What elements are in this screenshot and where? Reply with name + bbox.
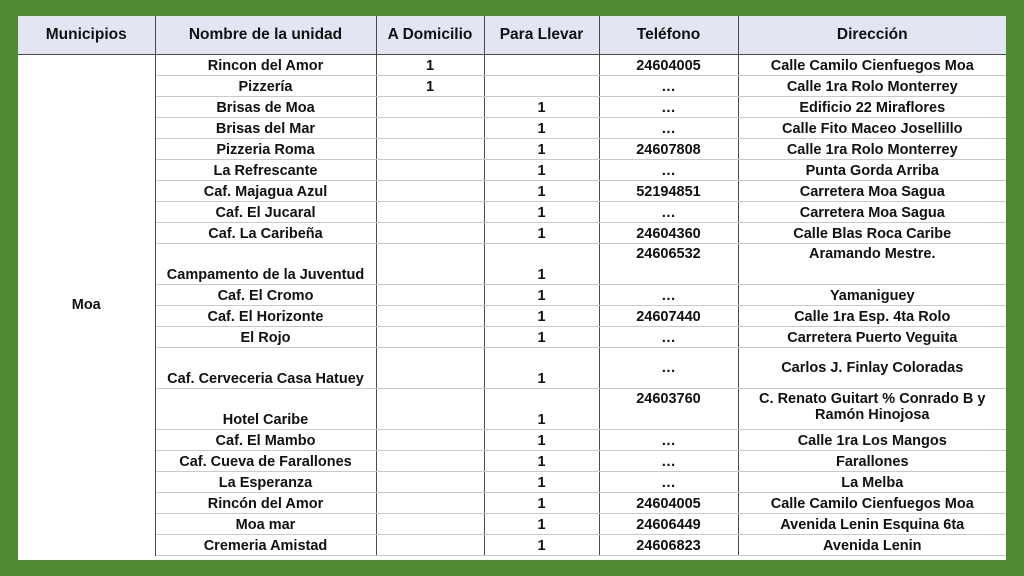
unit-name: Pizzeria Roma bbox=[155, 139, 376, 160]
phone-value: … bbox=[599, 202, 738, 223]
address-value: Calle Fito Maceo Josellillo bbox=[738, 118, 1006, 139]
phone-value: 24607440 bbox=[599, 306, 738, 327]
table-row bbox=[18, 389, 1006, 430]
address-value: Aramando Mestre. bbox=[738, 244, 1006, 285]
address-value: Calle 1ra Esp. 4ta Rolo bbox=[738, 306, 1006, 327]
table-row bbox=[18, 285, 1006, 306]
unit-name: Caf. El Cromo bbox=[155, 285, 376, 306]
domicilio-value bbox=[376, 451, 484, 472]
header-domicilio: A Domicilio bbox=[376, 16, 484, 55]
unit-name: Moa mar bbox=[155, 514, 376, 535]
llevar-value: 1 bbox=[484, 118, 599, 139]
llevar-value: 1 bbox=[484, 389, 599, 430]
table-row bbox=[18, 306, 1006, 327]
table-row bbox=[18, 535, 1006, 556]
llevar-value: 1 bbox=[484, 202, 599, 223]
domicilio-value: 1 bbox=[376, 76, 484, 97]
phone-value: 24604005 bbox=[599, 493, 738, 514]
domicilio-value bbox=[376, 306, 484, 327]
llevar-value: 1 bbox=[484, 223, 599, 244]
llevar-value: 1 bbox=[484, 181, 599, 202]
domicilio-value bbox=[376, 202, 484, 223]
address-value: Carretera Puerto Veguita bbox=[738, 327, 1006, 348]
unit-name: Caf. La Caribeña bbox=[155, 223, 376, 244]
phone-value: … bbox=[599, 348, 738, 389]
table-row bbox=[18, 202, 1006, 223]
table-row bbox=[18, 76, 1006, 97]
llevar-value: 1 bbox=[484, 430, 599, 451]
phone-value: 24604360 bbox=[599, 223, 738, 244]
slide-sheet bbox=[18, 16, 1006, 560]
phone-value: 24603760 bbox=[599, 389, 738, 430]
phone-value: … bbox=[599, 76, 738, 97]
header-row bbox=[18, 16, 1006, 55]
domicilio-value bbox=[376, 244, 484, 285]
unit-name: Caf. El Jucaral bbox=[155, 202, 376, 223]
llevar-value: 1 bbox=[484, 514, 599, 535]
phone-value: … bbox=[599, 430, 738, 451]
phone-value: … bbox=[599, 451, 738, 472]
municipio-cell: Moa bbox=[18, 55, 155, 556]
llevar-value bbox=[484, 76, 599, 97]
unit-name: Cremeria Amistad bbox=[155, 535, 376, 556]
address-value: Calle Blas Roca Caribe bbox=[738, 223, 1006, 244]
unit-name: Rincón del Amor bbox=[155, 493, 376, 514]
unit-name: Rincon del Amor bbox=[155, 55, 376, 76]
unit-name: Brisas del Mar bbox=[155, 118, 376, 139]
table-row bbox=[18, 430, 1006, 451]
llevar-value: 1 bbox=[484, 160, 599, 181]
llevar-value: 1 bbox=[484, 97, 599, 118]
domicilio-value bbox=[376, 514, 484, 535]
unit-name: Caf. El Horizonte bbox=[155, 306, 376, 327]
table-row bbox=[18, 514, 1006, 535]
llevar-value: 1 bbox=[484, 348, 599, 389]
address-value: Punta Gorda Arriba bbox=[738, 160, 1006, 181]
unit-name: Brisas de Moa bbox=[155, 97, 376, 118]
llevar-value: 1 bbox=[484, 244, 599, 285]
table-body bbox=[18, 55, 1006, 556]
address-value: Calle Camilo Cienfuegos Moa bbox=[738, 55, 1006, 76]
address-value: Calle 1ra Rolo Monterrey bbox=[738, 139, 1006, 160]
address-value: Avenida Lenin Esquina 6ta bbox=[738, 514, 1006, 535]
header-llevar: Para Llevar bbox=[484, 16, 599, 55]
unit-name: Caf. Cueva de Farallones bbox=[155, 451, 376, 472]
unit-name: Hotel Caribe bbox=[155, 389, 376, 430]
llevar-value: 1 bbox=[484, 451, 599, 472]
phone-value: … bbox=[599, 118, 738, 139]
address-value: Carlos J. Finlay Coloradas bbox=[738, 348, 1006, 389]
address-value: Avenida Lenin bbox=[738, 535, 1006, 556]
phone-value: … bbox=[599, 472, 738, 493]
llevar-value: 1 bbox=[484, 306, 599, 327]
address-value: Carretera Moa Sagua bbox=[738, 202, 1006, 223]
unit-name: Campamento de la Juventud bbox=[155, 244, 376, 285]
domicilio-value bbox=[376, 472, 484, 493]
address-value: C. Renato Guitart % Conrado B y Ramón Hinojosa bbox=[738, 389, 1006, 430]
llevar-value: 1 bbox=[484, 535, 599, 556]
phone-value: 24606449 bbox=[599, 514, 738, 535]
phone-value: … bbox=[599, 160, 738, 181]
phone-value: 24606532 bbox=[599, 244, 738, 285]
domicilio-value bbox=[376, 118, 484, 139]
table-row bbox=[18, 139, 1006, 160]
header-telefono: Teléfono bbox=[599, 16, 738, 55]
domicilio-value bbox=[376, 97, 484, 118]
domicilio-value bbox=[376, 535, 484, 556]
domicilio-value bbox=[376, 139, 484, 160]
unit-name: Caf. El Mambo bbox=[155, 430, 376, 451]
llevar-value: 1 bbox=[484, 472, 599, 493]
domicilio-value bbox=[376, 285, 484, 306]
llevar-value bbox=[484, 55, 599, 76]
address-value: Edificio 22 Miraflores bbox=[738, 97, 1006, 118]
table-row bbox=[18, 451, 1006, 472]
table-row bbox=[18, 160, 1006, 181]
phone-value: 24607808 bbox=[599, 139, 738, 160]
llevar-value: 1 bbox=[484, 139, 599, 160]
phone-value: 24604005 bbox=[599, 55, 738, 76]
domicilio-value bbox=[376, 327, 484, 348]
header-municipios: Municipios bbox=[18, 16, 155, 55]
table-row bbox=[18, 223, 1006, 244]
phone-value: 24606823 bbox=[599, 535, 738, 556]
address-value: Yamaniguey bbox=[738, 285, 1006, 306]
unit-name: Pizzería bbox=[155, 76, 376, 97]
address-value: Calle Camilo Cienfuegos Moa bbox=[738, 493, 1006, 514]
phone-value: … bbox=[599, 327, 738, 348]
header-nombre: Nombre de la unidad bbox=[155, 16, 376, 55]
domicilio-value bbox=[376, 389, 484, 430]
table-row bbox=[18, 472, 1006, 493]
domicilio-value bbox=[376, 430, 484, 451]
domicilio-value: 1 bbox=[376, 55, 484, 76]
address-value: Calle 1ra Los Mangos bbox=[738, 430, 1006, 451]
table-row bbox=[18, 327, 1006, 348]
unit-name: Caf. Cerveceria Casa Hatuey bbox=[155, 348, 376, 389]
units-table bbox=[18, 16, 1006, 556]
domicilio-value bbox=[376, 181, 484, 202]
phone-value: 52194851 bbox=[599, 181, 738, 202]
address-value: Calle 1ra Rolo Monterrey bbox=[738, 76, 1006, 97]
llevar-value: 1 bbox=[484, 327, 599, 348]
address-value: Carretera Moa Sagua bbox=[738, 181, 1006, 202]
domicilio-value bbox=[376, 348, 484, 389]
llevar-value: 1 bbox=[484, 285, 599, 306]
table-row bbox=[18, 348, 1006, 389]
unit-name: El Rojo bbox=[155, 327, 376, 348]
domicilio-value bbox=[376, 160, 484, 181]
unit-name: La Esperanza bbox=[155, 472, 376, 493]
table-row bbox=[18, 493, 1006, 514]
table-row bbox=[18, 118, 1006, 139]
address-value: La Melba bbox=[738, 472, 1006, 493]
table-row bbox=[18, 55, 1006, 76]
unit-name: Caf. Majagua Azul bbox=[155, 181, 376, 202]
phone-value: … bbox=[599, 97, 738, 118]
table-row bbox=[18, 97, 1006, 118]
llevar-value: 1 bbox=[484, 493, 599, 514]
header-direccion: Dirección bbox=[738, 16, 1006, 55]
phone-value: … bbox=[599, 285, 738, 306]
table-row bbox=[18, 181, 1006, 202]
domicilio-value bbox=[376, 223, 484, 244]
table-row bbox=[18, 244, 1006, 285]
address-value: Farallones bbox=[738, 451, 1006, 472]
unit-name: La Refrescante bbox=[155, 160, 376, 181]
domicilio-value bbox=[376, 493, 484, 514]
